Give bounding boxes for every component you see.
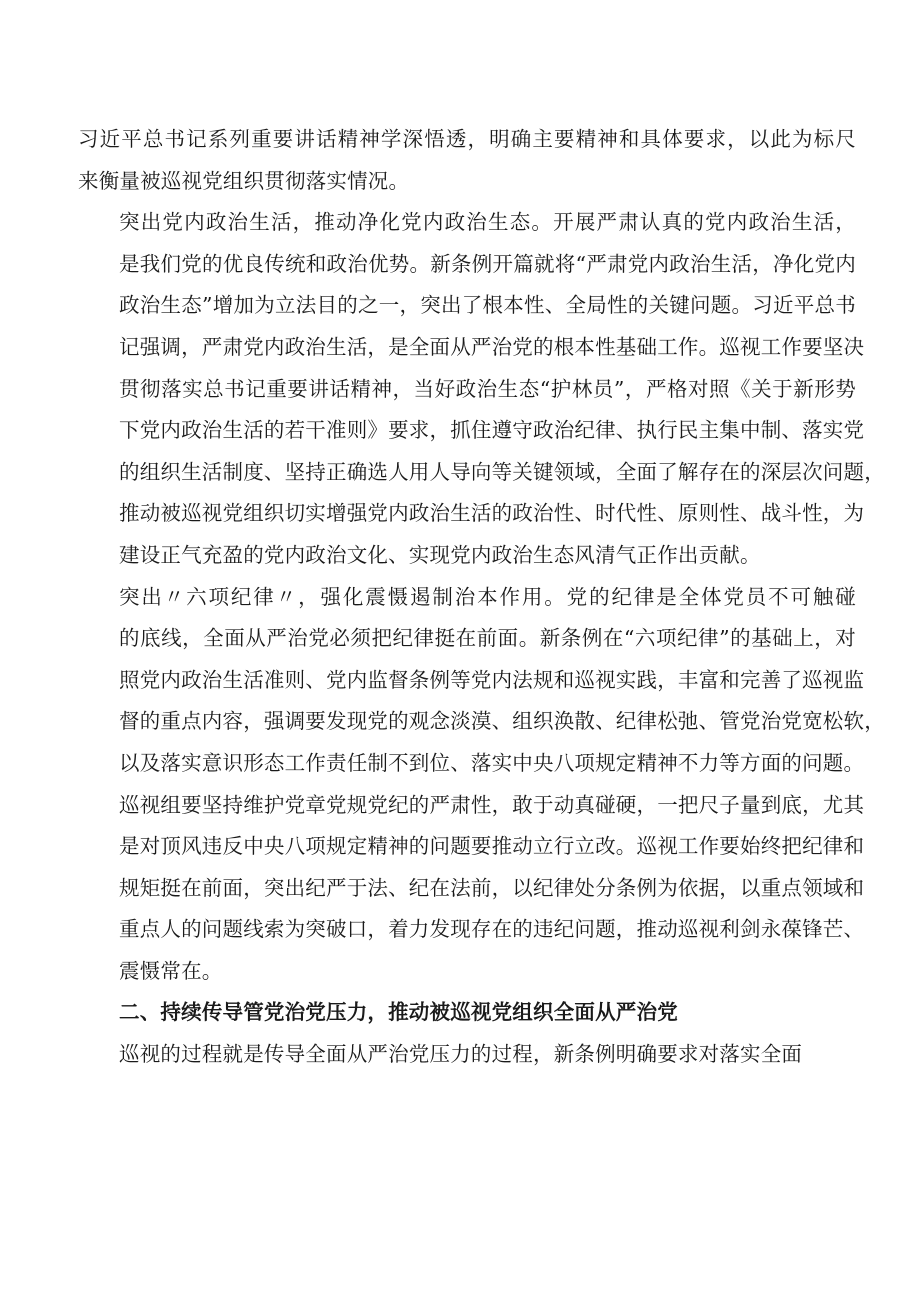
text-line: 来衡量被巡视党组织贯彻落实情况。 <box>78 168 410 193</box>
text-line: 是对顶风违反中央八项规定精神的问题要推动立行立改。巡视工作要始终把纪律和 <box>119 834 865 859</box>
text-line: 是我们党的优良传统和政治优势。新条例开篇就将“严肃党内政治生活，净化党内 <box>119 251 856 276</box>
text-line: 照党内政治生活准则、党内监督条例等党内法规和巡视实践，丰富和完善了巡视监 <box>119 667 865 692</box>
paragraph-continuation <box>78 119 856 202</box>
document-body <box>78 119 885 1076</box>
text-line: 的组织生活制度、坚持正确选人用人导向等关键领域，全面了解存在的深层次问题， <box>119 459 885 484</box>
text-line: 督的重点内容，强调要发现党的观念淡漠、组织涣散、纪律松弛、管党治党宽松软， <box>119 709 885 734</box>
text-line: 习近平总书记系列重要讲话精神学深悟透，明确主要精神和具体要求，以此为标尺 <box>78 127 856 151</box>
text-line: 巡视的过程就是传导全面从严治党压力的过程，新条例明确要求对落实全面 <box>119 1042 803 1067</box>
text-line: 政治生态”增加为立法目的之一，突出了根本性、全局性的关键问题。习近平总书 <box>119 293 856 318</box>
text-line: 记强调，严肃党内政治生活，是全面从严治党的根本性基础工作。巡视工作要坚决 <box>119 334 865 359</box>
text-line: 贯彻落实总书记重要讲话精神，当好政治生态“护林员”，严格对照《关于新形势 <box>119 376 856 401</box>
text-line: 规矩挺在前面，突出纪严于法、纪在法前，以纪律处分条例为依据，以重点领域和 <box>119 875 865 900</box>
paragraph-six-disciplines <box>78 577 885 993</box>
paragraph-political-life <box>78 202 885 576</box>
text-line: 以及落实意识形态工作责任制不到位、落实中央八项规定精神不力等方面的问题。 <box>119 750 865 775</box>
text-line: 突出党内政治生活，推动净化党内政治生态。开展严肃认真的党内政治生活， <box>119 210 856 235</box>
text-line: 震慑常在。 <box>119 958 223 983</box>
text-line: 的底线，全面从严治党必须把纪律挺在前面。新条例在“六项纪律”的基础上，对 <box>119 626 856 651</box>
text-line: 推动被巡视党组织切实增强党内政治生活的政治性、时代性、原则性、战斗性，为 <box>119 501 865 526</box>
text-line: 下党内政治生活的若干准则》要求，抓住遵守政治纪律、执行民主集中制、落实党 <box>119 418 865 443</box>
text-line: 建设正气充盈的党内政治文化、实现党内政治生态风清气正作出贡献。 <box>119 542 761 567</box>
section-heading: 二、持续传导管党治党压力，推动被巡视党组织全面从严治党 <box>119 1000 678 1025</box>
text-line: 突出〃六项纪律〃，强化震慑遏制治本作用。党的纪律是全体党员不可触碰 <box>119 584 856 609</box>
text-line: 巡视组要坚持维护党章党规党纪的严肃性，敢于动真碰硬，一把尺子量到底，尤其 <box>119 792 865 817</box>
text-line: 重点人的问题线索为突破口，着力发现存在的违纪问题，推动巡视利剑永葆锋芒、 <box>119 917 865 942</box>
paragraph-pressure <box>78 1034 856 1076</box>
